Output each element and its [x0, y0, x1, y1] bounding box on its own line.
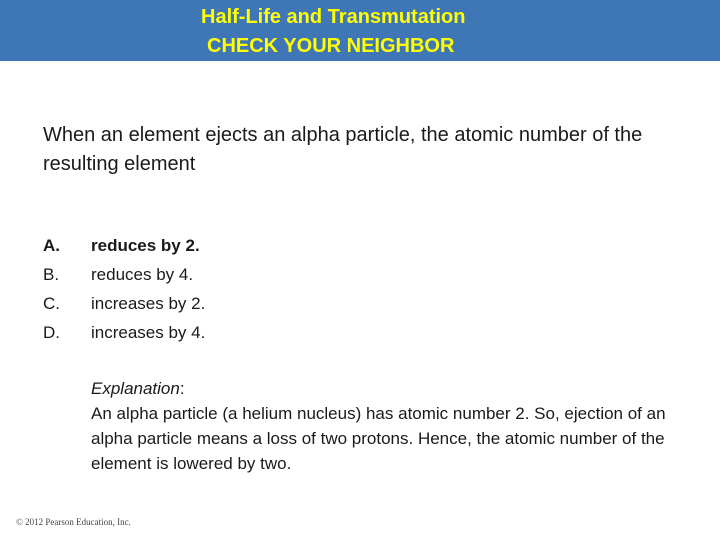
answer-text: increases by 2.: [91, 294, 206, 313]
answer-option-a: [43, 231, 643, 260]
answer-text: reduces by 2.: [91, 236, 200, 255]
explanation-label: Explanation: [91, 379, 180, 398]
explanation-colon: :: [179, 379, 185, 398]
explanation-body: An alpha particle (a helium nucleus) has atomic number 2. So, ejection of an alpha particle means a loss of two protons. Hence, the atomic number of the element is lowered by two.: [91, 404, 666, 473]
slide-subtitle: CHECK YOUR NEIGHBOR: [207, 35, 455, 57]
answer-text: increases by 4.: [91, 323, 206, 342]
answer-letter: D.: [43, 323, 60, 342]
answer-option-c: [43, 289, 643, 318]
explanation-heading: [91, 376, 681, 401]
slide-title: Half-Life and Transmutation: [201, 6, 466, 28]
answer-letter: B.: [43, 265, 60, 284]
answer-letter: A.: [43, 236, 60, 255]
answer-list: [43, 231, 643, 347]
explanation-block: [91, 376, 681, 476]
answer-text: reduces by 4.: [91, 265, 194, 284]
question-text: When an element ejects an alpha particle, the atomic number of the resulting element: [43, 124, 643, 175]
copyright-notice: © 2012 Pearson Education, Inc.: [16, 517, 131, 527]
answer-letter: C.: [43, 294, 60, 313]
answer-option-d: [43, 318, 643, 347]
answer-option-b: [43, 260, 643, 289]
